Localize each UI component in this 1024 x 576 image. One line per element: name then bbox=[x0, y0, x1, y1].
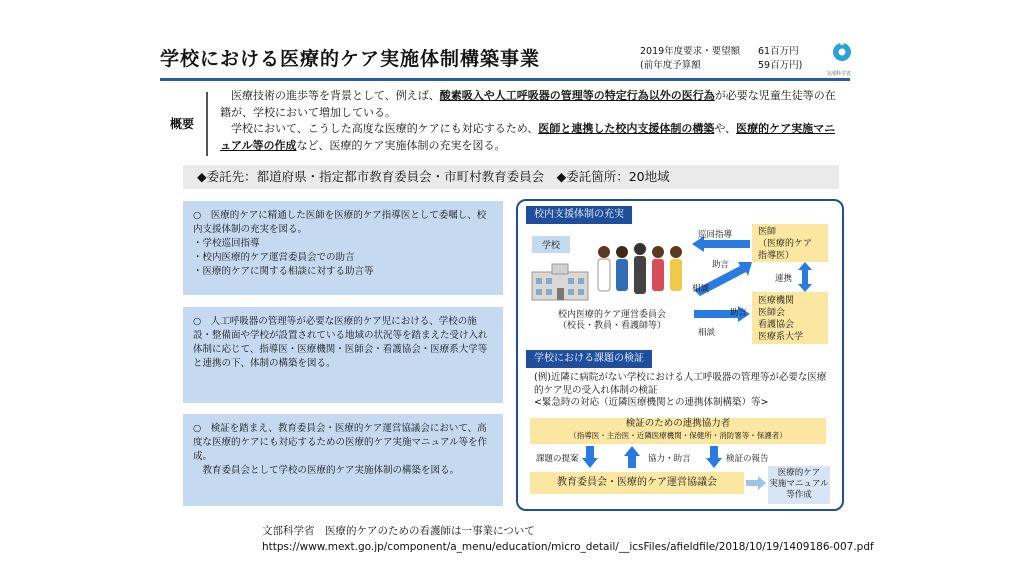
label-report: 検証の報告 bbox=[726, 454, 769, 464]
label-cooperate: 協力・助言 bbox=[648, 454, 691, 464]
medical-institutions-box: 医療機関 医師会 看護協会 医療系大学 bbox=[752, 292, 828, 344]
overview-paragraph-1 bbox=[220, 88, 840, 121]
label-consult-1: 相談 bbox=[692, 284, 710, 294]
overview-p2-a: 学校において、こうした高度な医療的ケアにも対応するため、 bbox=[231, 122, 539, 135]
collaborators-title: 検証のための連携協力者 bbox=[625, 418, 731, 429]
council-to-manual-arrow bbox=[746, 476, 766, 490]
label-link: 連携 bbox=[775, 274, 793, 284]
council-box: 教育委員会・医療的ケア運営協議会 bbox=[530, 472, 744, 494]
school-building-icon bbox=[530, 262, 590, 302]
consignment-bar: ◆委託先：都道府県・指定都市教育委員会・市町村教育委員会 ◆委託箇所：20地域 bbox=[183, 165, 839, 189]
overview-paragraph-2 bbox=[220, 121, 840, 154]
budget-label-2: (前年度予算額 bbox=[640, 60, 701, 71]
budget-value-2: 59百万円) bbox=[758, 60, 803, 71]
overview-text bbox=[220, 88, 840, 154]
collaborators-list: （指導医・主治医・近隣医療機関・保健所・消防署等・保護者） bbox=[569, 431, 787, 440]
section-header-support: 校内支援体制の充実 bbox=[526, 206, 632, 224]
mext-logo bbox=[828, 40, 856, 74]
section-header-verification: 学校における課題の検証 bbox=[526, 350, 652, 368]
budget-value-1: 61百万円 bbox=[758, 46, 799, 57]
label-advice-2: 助言 bbox=[730, 308, 748, 318]
label-consult-2: 相談 bbox=[698, 328, 716, 338]
doctor-box: 医師 （医療的ケア 指導医） bbox=[752, 224, 828, 262]
source-url: https://www.mext.go.jp/component/a_menu/education/micro_detail/__icsFiles/afieldfile/2018/10/19/1409186-007.pdf bbox=[262, 541, 874, 553]
school-label: 学校 bbox=[532, 236, 570, 253]
source-title: 文部科学省 医療的ケアのための看護師は一事業について bbox=[262, 525, 535, 537]
overview-p2-c: や、 bbox=[714, 122, 737, 135]
source-citation bbox=[262, 523, 874, 555]
label-advice-1: 助言 bbox=[712, 260, 730, 270]
title-underline bbox=[160, 78, 850, 81]
budget-block bbox=[640, 45, 802, 73]
manual-box: 医療的ケア 実施マニュアル 等作成 bbox=[768, 466, 830, 504]
label-propose: 課題の提案 bbox=[536, 454, 579, 464]
overview-p1-emphasis: 酸素吸入や人工呼吸器の管理等の特定行為以外の医行為 bbox=[439, 89, 715, 102]
logo-text: 文部科学省 bbox=[826, 71, 852, 77]
measure-box-1: ○ 医療的ケアに精通した医師を医療的ケア指導医として委嘱し、校内支援体制の充実を図る。 ・学校巡回指導 ・校内医療的ケア運営委員会での助言 ・医療的ケアに関する相談に対する助言等 bbox=[183, 201, 503, 295]
verification-example: (例)近隣に病院がない学校における人工呼吸器の管理等が必要な医療的ケア児の受入れ体制の検証 <緊急時の対応（近隣医療機関との連携体制構築）等> bbox=[534, 372, 827, 408]
link-arrow bbox=[798, 262, 812, 292]
overview-p2-e: など、医療的ケア実施体制の充実を図る。 bbox=[296, 138, 506, 152]
overview-p1-a: 医療技術の進歩等を背景として、例えば、 bbox=[231, 89, 440, 102]
overview-p2-emphasis-1: 医師と連携した校内支援体制の構築 bbox=[538, 122, 715, 135]
measure-box-2: ○ 人工呼吸器の管理等が必要な医療的ケア児における、学校の施設・整備面や学校が設置されている地域の状況等を踏まえた受け入れ体制に応じて、指導医・医療機関・医師会・看護協会・医療系大学等と連携の下、体制の構築を図る。 bbox=[183, 307, 503, 403]
support-arrows bbox=[690, 226, 754, 336]
overview-divider bbox=[206, 92, 208, 156]
overview-label: 概要 bbox=[170, 117, 195, 131]
overview-p1-c: が必要な児童生徒等の在籍が、学校において増加している。 bbox=[220, 89, 836, 119]
collaborators-box bbox=[530, 418, 826, 444]
budget-label-1: 2019年度要求・要望額 bbox=[640, 46, 741, 57]
staff-people-icon bbox=[594, 242, 690, 304]
label-patrol: 巡回指導 bbox=[698, 230, 733, 240]
measure-box-3: ○ 検証を踏まえ、教育委員会・医療的ケア運営協議会において、高度な医療的ケアにも対応するための医療的ケア実施マニュアル等を作成。 教育委員会として学校の医療的ケア実施体制の構築を図る。 bbox=[183, 414, 503, 506]
mext-logo-icon bbox=[828, 40, 856, 74]
slide-title: 学校における医療的ケア実施体制構築事業 bbox=[160, 48, 541, 70]
overview-p2-emphasis-2: 医療的ケア実施マニュアル等の作成 bbox=[220, 122, 836, 152]
committee-label: 校内医療的ケア運営委員会 （校長・教員・看護師等） bbox=[557, 310, 666, 331]
